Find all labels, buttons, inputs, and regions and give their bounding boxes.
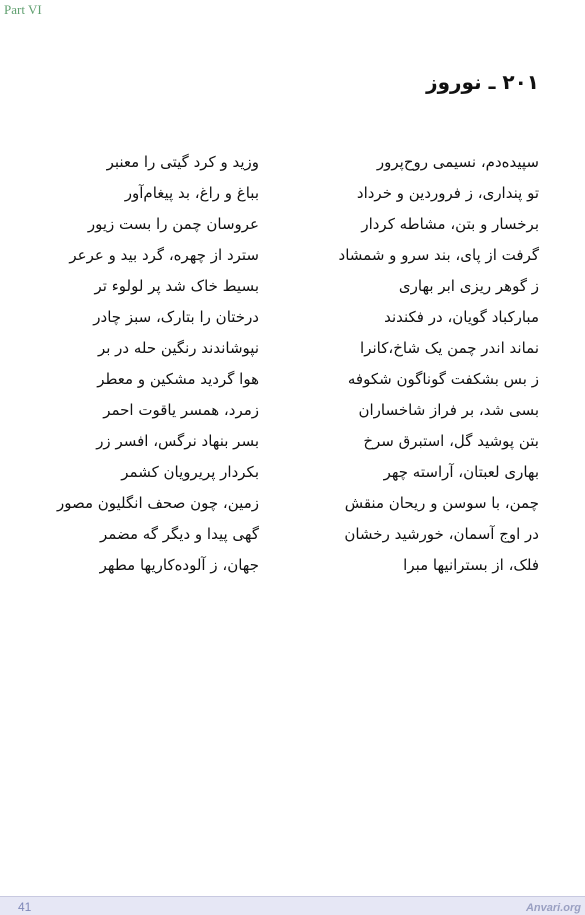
verse-first-hemistich: تو پنداری، ز فروردین و خرداد bbox=[356, 184, 539, 202]
verse-second-hemistich: درختان را بتارک، سبز چادر bbox=[93, 308, 259, 326]
watermark-logo: Anvari.org bbox=[525, 902, 581, 914]
verse-row bbox=[0, 243, 585, 274]
poem-title: ۲۰۱ ـ نوروز bbox=[426, 70, 539, 94]
verse-first-hemistich: مبارکباد گویان، در فکندند bbox=[384, 308, 539, 326]
page-number: 41 bbox=[18, 900, 32, 914]
verse-row bbox=[0, 367, 585, 398]
verse-second-hemistich: گهی پیدا و دیگر گه مضمر bbox=[100, 525, 259, 543]
verse-second-hemistich: نپوشاندند رنگین حله در بر bbox=[97, 339, 259, 357]
verse-second-hemistich: بکردار پریرویان کشمر bbox=[121, 463, 259, 481]
verse-second-hemistich: بسر بنهاد نرگس، افسر زر bbox=[96, 432, 259, 450]
verse-first-hemistich: در اوج آسمان، خورشید رخشان bbox=[344, 525, 539, 543]
verse-row bbox=[0, 522, 585, 553]
verse-first-hemistich: ز بس بشکفت گوناگون شکوفه bbox=[347, 370, 539, 388]
verse-row bbox=[0, 212, 585, 243]
verse-first-hemistich: فلک، از بسترانیها مبرا bbox=[403, 556, 539, 574]
verse-row bbox=[0, 429, 585, 460]
verse-row bbox=[0, 274, 585, 305]
verse-second-hemistich: وزید و کرد گیتی را معنبر bbox=[106, 153, 259, 171]
verse-first-hemistich: بهاری لعبتان، آراسته چهر bbox=[383, 463, 539, 481]
verse-row bbox=[0, 181, 585, 212]
verse-first-hemistich: نماند اندر چمن یک شاخ،کانرا bbox=[360, 339, 539, 357]
verse-second-hemistich: زمین، چون صحف انگلیون مصور bbox=[56, 494, 259, 512]
verse-second-hemistich: بسیط خاک شد پر لولوء تر bbox=[94, 277, 259, 295]
verse-first-hemistich: برخسار و بتن، مشاطه کردار bbox=[361, 215, 539, 233]
verse-first-hemistich: گرفت از پای، بند سرو و شمشاد bbox=[338, 246, 539, 264]
verse-second-hemistich: سترد از چهره، گرد بید و عرعر bbox=[69, 246, 259, 264]
verse-row bbox=[0, 460, 585, 491]
verse-second-hemistich: زمرد، همسر یاقوت احمر bbox=[103, 401, 259, 419]
verse-first-hemistich: ز گوهر ریزی ابر بهاری bbox=[398, 277, 539, 295]
verse-row bbox=[0, 553, 585, 584]
part-label: Part VI bbox=[4, 2, 42, 17]
poem-verses bbox=[0, 150, 585, 584]
footer-bar bbox=[0, 896, 585, 915]
verse-row bbox=[0, 336, 585, 367]
verse-second-hemistich: بباغ و راغ، بد پیغام‌آور bbox=[124, 184, 259, 202]
verse-row bbox=[0, 491, 585, 522]
verse-second-hemistich: عروسان چمن را بست زیور bbox=[87, 215, 259, 233]
verse-row bbox=[0, 150, 585, 181]
verse-row bbox=[0, 398, 585, 429]
verse-first-hemistich: بتن پوشید گل، استبرق سرخ bbox=[363, 432, 539, 450]
verse-row bbox=[0, 305, 585, 336]
verse-first-hemistich: چمن، با سوسن و ریحان منقش bbox=[344, 494, 539, 512]
verse-second-hemistich: جهان، ز آلوده‌کاریها مطهر bbox=[99, 556, 259, 574]
verse-first-hemistich: بسی شد، بر فراز شاخساران bbox=[358, 401, 539, 419]
verse-second-hemistich: هوا گردید مشکین و معطر bbox=[97, 370, 259, 388]
verse-first-hemistich: سپیده‌دم، نسیمی روح‌پرور bbox=[376, 153, 539, 171]
